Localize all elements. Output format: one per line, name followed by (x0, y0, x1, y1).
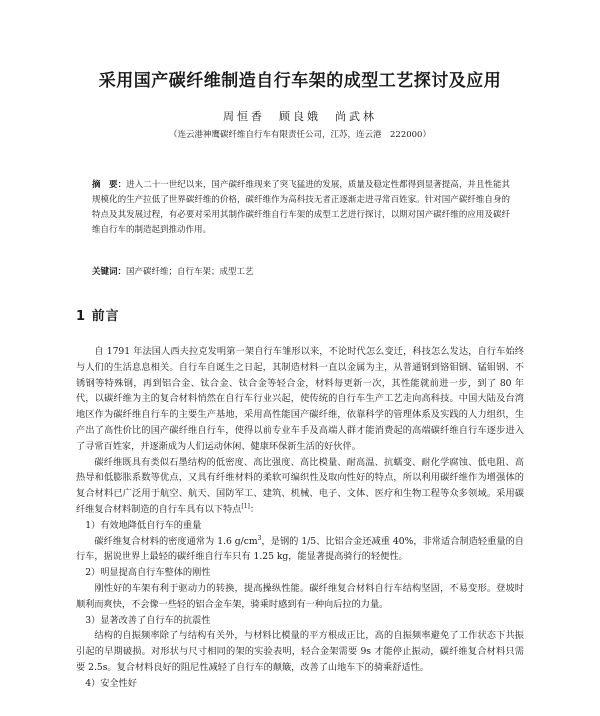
paper-authors: 周恒香 顾良娥 尚武林 (223, 110, 377, 123)
paragraph (76, 455, 524, 518)
abstract-text: 进入二十一世纪以来，国产碳纤维现来了突飞猛进的发展，质量及稳定性都得到显著提高，并且性能其规模化的生产拉低了世界碳纤维的价格，碳纤维作为高科技无者正逐渐走进寻常百姓家。针对国产碳纤维自身的特点及其发展过程，有必要对采用其制作碳纤维自行车架的成型工艺进行探讨，以期对国产碳纤维的应用及碳纤维自行车的制造起到推动作用。 (92, 180, 510, 235)
paragraph: 刚性好的车架有利于驱动力的转换，提高操纵性能。碳纤维复合材料自行车结构坚固，不易变形。登坡时顺利而爽快，不会像一些轻的铝合金车架，骑乘时感到有一种向后拉的力量。 (76, 582, 524, 610)
subheading: 3）显著改善了自行车的抗震性 (85, 614, 211, 626)
paper-title: 采用国产碳纤维制造自行车架的成型工艺探讨及应用 (98, 71, 502, 91)
abstract (92, 178, 510, 238)
abstract-label: 摘 要： (92, 180, 127, 190)
subheading: 2）明显提高自行车整体的刚性 (85, 567, 211, 579)
subheading: 1）有效地降低自行车的重量 (85, 519, 202, 531)
keywords-label: 关键词： (92, 267, 127, 277)
paragraph-text: 碳纤维既具有类似石墨结构的低密度、高比强度、高比模量、耐高温、抗蠕变、耐化学腐蚀、低电阻、高热导和低膨胀系数等优点，又具有纤维材料的柔软可编织性及取向性好的特点，所以利用碳纤维作为增强体的复合材料已广泛用于航空、航天、国防军工、建筑、机械、电子、文体、医疗和生物工程等众多领域。采用碳纤维复合材料制造的自行车具有以下特点 (76, 456, 524, 515)
paragraph-text: ，是钢的 1/5、比铝合金还减重 40%，非常适合制造轻重量的自行车，据说世界上最轻的碳纤维自行车只有 1.25 kg，能显著提高骑行的轻便性。 (76, 535, 524, 563)
section-heading: 1 前言 (76, 309, 120, 324)
subheading: 4）安全性好 (85, 677, 137, 689)
paragraph-text: 碳纤维复合材料的密度通常为 1.6 g/cm (94, 535, 258, 547)
paragraph (76, 534, 524, 566)
paragraph: 自 1791 年法国人西夫拉克发明第一架自行车雏形以来，不论时代怎么变迁，科技怎么发达，自行车始终与人们的生活息息相关。自行车自诞生之日起，其制造材料一直以金属为主，从普通钢到铬钼钢、锰钼钢、不锈钢等特殊钢，再到铝合金、钛合金、钛合金等轻合金，材料每更新一次，其性能就前进一步，到了 80 年代，以碳纤维为主的复合材料悄然在自行车行业兴起，使传统的自行车生产工艺走向高科技。中国大陆及台湾地区作为碳纤维自行车的主要生产基地，采用高性能国产碳纤维，依靠科学的管理体系及实践的人力组织，生产出了高性价比的国产碳纤维自行车，使得以前专业车手及高端人群才能消费起的高端碳纤维自行车逐步进入了寻常百姓家，并逐渐成为人们运动休闲、健康环保新生活的好伙伴。 (76, 346, 524, 452)
keywords (92, 265, 510, 277)
citation-ref: [1] (241, 502, 250, 510)
body-text (76, 344, 524, 692)
paragraph: 结构的自振频率除了与结构有关外，与材料比模量的平方根成正比，高的自振频率避免了工作状态下共振引起的早期破损。对形状与尺寸相同的架的实验表明，轻合金架需要 9s 才能停止振动，碳纤维复合材料只需要 2.5s。复合材料良好的阻尼性减轻了自行车的颠簸，改善了山地车下的骑乘舒适性。 (76, 630, 524, 673)
paper-affiliation: （连云港神鹰碳纤维自行车有限责任公司，江苏，连云港 222000） (169, 130, 431, 140)
superscript: 3 (257, 534, 262, 542)
paragraph-text: ： (249, 503, 260, 515)
keywords-text: 国产碳纤维；自行车架；成型工艺 (126, 267, 254, 277)
